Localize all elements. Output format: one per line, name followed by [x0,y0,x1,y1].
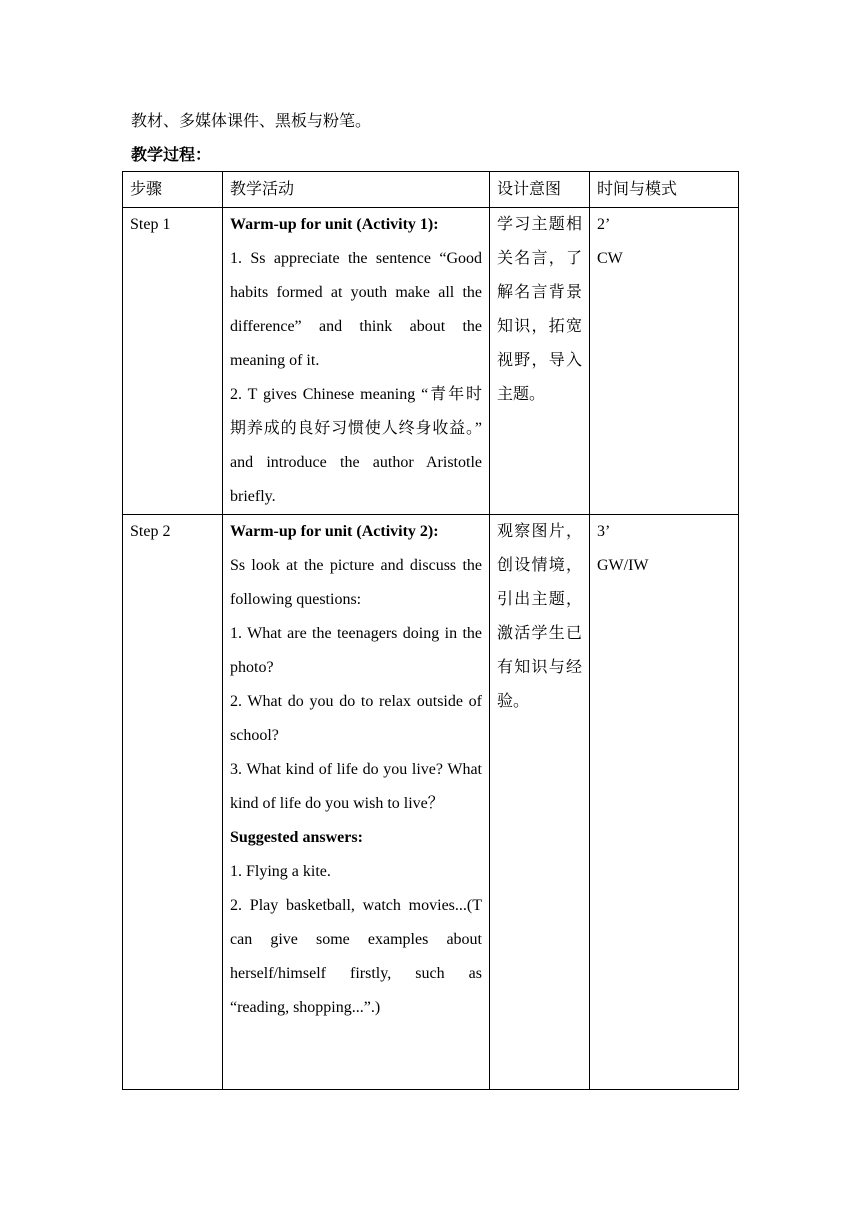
intent-cell [490,208,590,515]
table-header-row [123,172,739,208]
time-mode-cell [590,515,739,1090]
mode-value: CW [597,250,623,267]
intent-text: 学习主题相关名言，了解名言背景知识，拓宽视野，导入主题。 [497,216,582,403]
table-row [123,208,739,515]
intent-cell [490,515,590,1090]
mode-value: GW/IW [597,557,649,574]
activity-cell [223,515,490,1090]
answer-line: 2. Play basketball, watch movies...(T can give some examples about herself/himself firstly, such as “reading, shopping...”.) [230,897,482,1016]
activity-line: 3. What kind of life do you live? What kind of life do you wish to live？ [230,761,482,812]
step-label: Step 1 [130,216,171,233]
activity-line: 1. Ss appreciate the sentence “Good habits formed at youth make all the difference” and think about the meaning of it. [230,250,482,369]
header-time-mode: 时间与模式 [590,172,739,208]
answers-title: Suggested answers: [230,829,363,846]
table-row [123,515,739,1090]
header-activity: 教学活动 [223,172,490,208]
teaching-materials-line: 教材、多媒体课件、黑板与粉笔。 [131,113,372,130]
header-step: 步骤 [123,172,223,208]
activity-line: Ss look at the picture and discuss the following questions: [230,557,482,608]
step-cell [123,515,223,1090]
activity-title: Warm-up for unit (Activity 2): [230,523,439,540]
step-label: Step 2 [130,523,171,540]
activity-line: 2. T gives Chinese meaning “青年时期养成的良好习惯使人终身收益。” and introduce the author Aristotle briefly. [230,386,482,505]
intent-text: 观察图片，创设情境，引出主题，激活学生已有知识与经验。 [497,523,582,710]
activity-line: 1. What are the teenagers doing in the photo? [230,625,482,676]
activity-line: 2. What do you do to relax outside of school? [230,693,482,744]
header-intent: 设计意图 [490,172,590,208]
teaching-process-heading: 教学过程： [131,147,212,164]
answer-line: 1. Flying a kite. [230,863,331,880]
activity-cell [223,208,490,515]
time-value: 2’ [597,216,611,233]
step-cell [123,208,223,515]
lesson-plan-table [122,171,739,1090]
time-mode-cell [590,208,739,515]
time-value: 3’ [597,523,611,540]
activity-title: Warm-up for unit (Activity 1): [230,216,439,233]
